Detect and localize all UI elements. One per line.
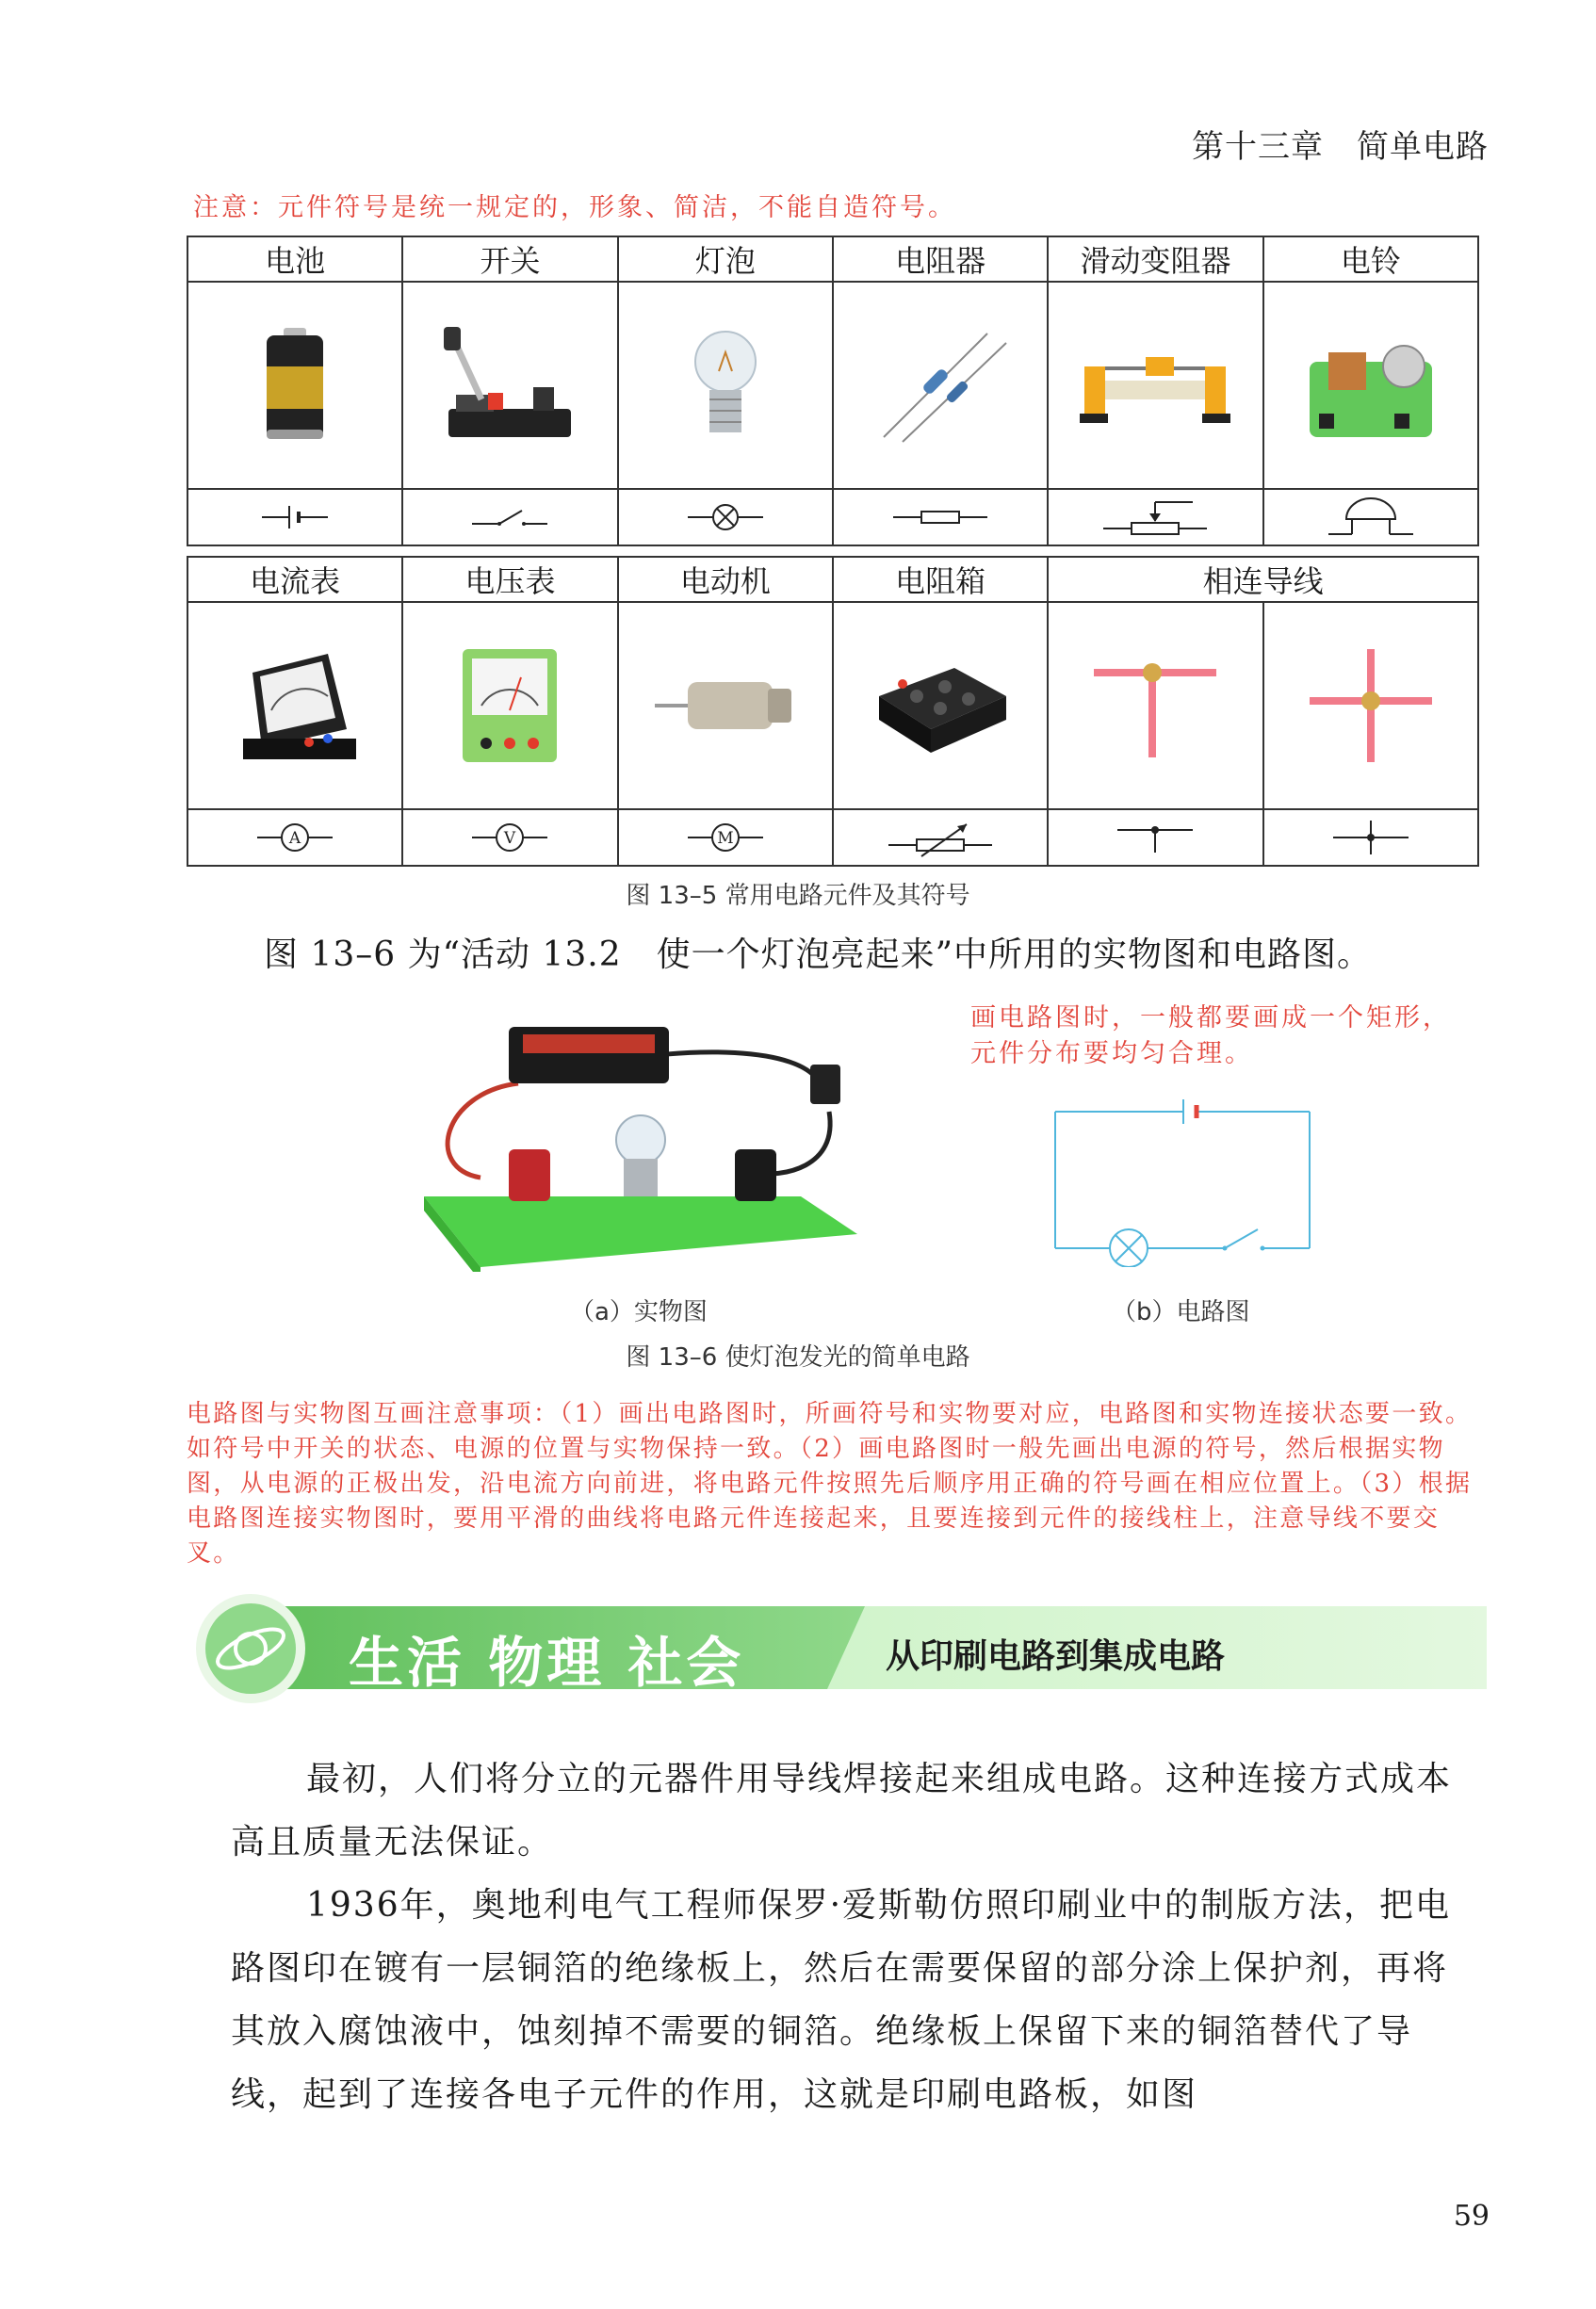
symbol-voltmeter xyxy=(402,809,617,866)
note-symbols: 注意：元件符号是统一规定的，形象、简洁，不能自造符号。 xyxy=(193,193,956,222)
symbol-bulb xyxy=(618,489,833,545)
photo-wires-t-junction xyxy=(1048,602,1262,809)
label-switch: 开关 xyxy=(402,236,617,282)
photo-voltmeter xyxy=(402,602,617,809)
photo-rheostat xyxy=(1048,282,1262,489)
photo-battery xyxy=(187,282,402,489)
body-paragraph-1: 最初，人们将分立的元器件用导线焊接起来组成电路。这种连接方式成本高且质量无法保证。 xyxy=(231,1760,1453,1862)
photo-simple-circuit xyxy=(405,1008,895,1272)
figure-13-6b-caption: （b）电路图 xyxy=(1112,1298,1250,1326)
symbol-ammeter xyxy=(187,809,402,866)
figure-13-6-caption: 图 13–6 使灯泡发光的简单电路 xyxy=(626,1343,970,1372)
symbol-resistance-box xyxy=(833,809,1048,866)
photo-ammeter xyxy=(187,602,402,809)
symbol-bell xyxy=(1263,489,1478,545)
body-paragraph-2: 1936年，奥地利电气工程师保罗·爱斯勒仿照印刷业中的制版方法，把电路图印在镀有一层铜箔的绝缘板上，然后在需要保留的部分涂上保护剂，再将其放入腐蚀液中，蚀刻掉不需要的铜箔。绝缘板上保留下来的铜箔替代了导线，起到了连接各电子元件的作用，这就是印刷电路板，如图 xyxy=(231,1886,1452,2114)
label-connected-wires: 相连导线 xyxy=(1048,557,1478,602)
label-ammeter: 电流表 xyxy=(187,557,402,602)
symbol-battery xyxy=(187,489,402,545)
symbol-motor xyxy=(618,809,833,866)
banner-subtitle: 从印刷电路到集成电路 xyxy=(886,1637,1226,1676)
photo-switch xyxy=(402,282,617,489)
page-number: 59 xyxy=(1453,2200,1490,2233)
label-rheostat: 滑动变阻器 xyxy=(1048,236,1262,282)
photo-wires-cross-junction xyxy=(1263,602,1478,809)
photo-resistor xyxy=(833,282,1048,489)
symbol-motor-letter: M xyxy=(717,829,734,848)
label-battery: 电池 xyxy=(187,236,402,282)
label-bell: 电铃 xyxy=(1263,236,1478,282)
symbol-switch xyxy=(402,489,617,545)
photo-resistance-box xyxy=(833,602,1048,809)
label-resistor: 电阻器 xyxy=(833,236,1048,282)
body-text xyxy=(231,1748,1456,2126)
symbol-ammeter-letter: A xyxy=(289,829,301,848)
chapter-header: 第十三章 简单电路 xyxy=(1192,128,1489,166)
circuit-diagram xyxy=(1046,1098,1319,1267)
symbol-voltmeter-letter: V xyxy=(504,829,516,848)
component-table-row2 xyxy=(187,556,1479,867)
symbol-cross-junction xyxy=(1263,809,1478,866)
label-resistance-box: 电阻箱 xyxy=(833,557,1048,602)
photo-bell xyxy=(1263,282,1478,489)
figure-13-5-caption: 图 13–5 常用电路元件及其符号 xyxy=(626,882,970,910)
note-drawing-tip: 画电路图时，一般都要画成一个矩形，元件分布要均匀合理。 xyxy=(970,1003,1451,1068)
symbol-rheostat xyxy=(1048,489,1262,545)
symbol-resistor xyxy=(833,489,1048,545)
label-bulb: 灯泡 xyxy=(618,236,833,282)
label-voltmeter: 电压表 xyxy=(402,557,617,602)
symbol-t-junction xyxy=(1048,809,1262,866)
component-table-row1 xyxy=(187,236,1479,546)
label-motor: 电动机 xyxy=(618,557,833,602)
photo-bulb xyxy=(618,282,833,489)
photo-motor xyxy=(618,602,833,809)
banner-title: 生活 物理 社会 xyxy=(349,1631,745,1695)
figure-13-6a-caption: （a）实物图 xyxy=(570,1298,708,1326)
intro-paragraph: 图 13–6 为“活动 13.2 使一个灯泡亮起来”中所用的实物图和电路图。 xyxy=(264,935,1373,974)
note-drawing-rules: 电路图与实物图互画注意事项：（1）画出电路图时，所画符号和实物要对应，电路图和实物连接状态要一致。如符号中开关的状态、电源的位置与实物保持一致。（2）画电路图时一般先画出电源的符号，然后根据实物图，从电源的正极出发，沿电流方向前进，将电路元件按照先后顺序用正确的符号画在相应位置上。（3）根据电路图连接实物图时，要用平滑的曲线将电路元件连接起来，且要连接到元件的接线柱上，注意导线不要交叉。 xyxy=(187,1400,1473,1568)
